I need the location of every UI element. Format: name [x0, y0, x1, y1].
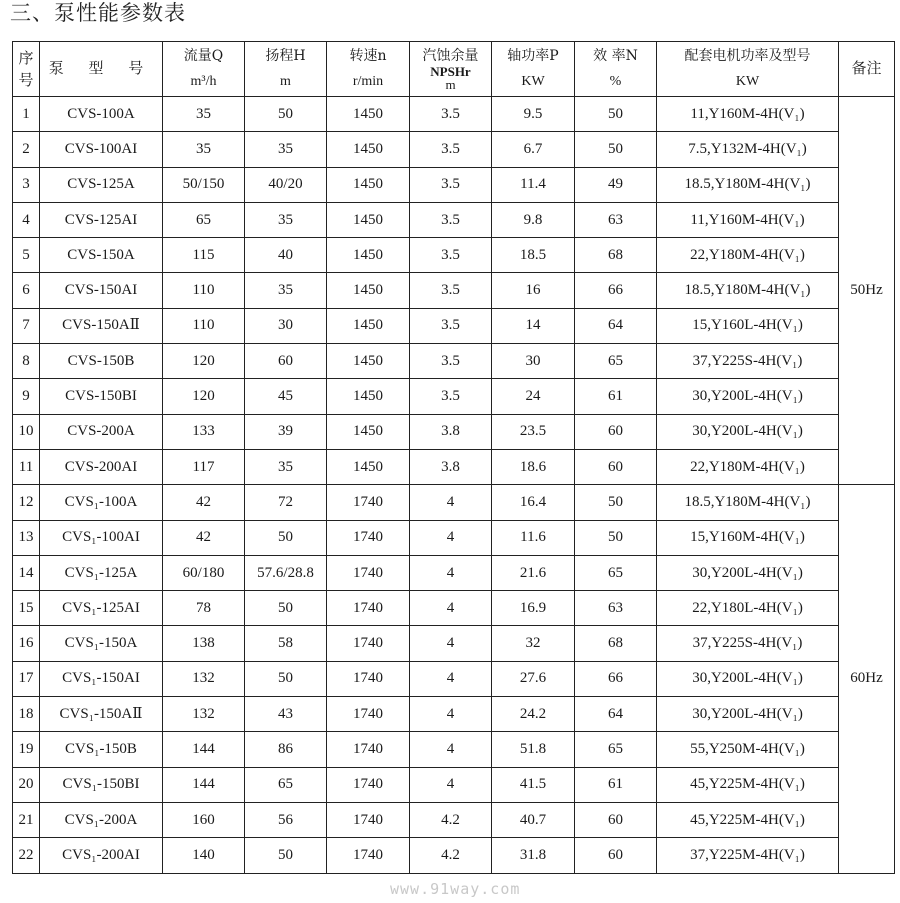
cell-speed: 1740 — [327, 697, 410, 732]
cell-seq: 6 — [13, 273, 40, 308]
cell-head: 60 — [245, 344, 327, 379]
cell-eff: 60 — [575, 838, 657, 873]
cell-npsh: 4 — [410, 697, 492, 732]
cell-speed: 1450 — [327, 308, 410, 343]
cell-motor: 30,Y200L-4H(V₁) — [657, 661, 839, 696]
cell-seq: 7 — [13, 308, 40, 343]
header-npsh-name: 汽蚀余量 — [422, 48, 479, 64]
cell-eff: 50 — [575, 520, 657, 555]
cell-model: CVS-125A — [40, 167, 163, 202]
header-seq-label: 序号 — [18, 49, 34, 89]
cell-motor: 18.5,Y180M-4H(V₁) — [657, 485, 839, 520]
cell-head: 43 — [245, 697, 327, 732]
cell-model: CVS-150AⅡ — [40, 308, 163, 343]
cell-npsh: 4 — [410, 520, 492, 555]
cell-flow: 42 — [163, 520, 245, 555]
cell-flow: 132 — [163, 661, 245, 696]
cell-head: 45 — [245, 379, 327, 414]
cell-motor: 45,Y225M-4H(V₁) — [657, 802, 839, 837]
cell-motor: 18.5,Y180M-4H(V₁) — [657, 273, 839, 308]
header-speed — [327, 42, 410, 97]
cell-power: 16.4 — [492, 485, 575, 520]
cell-head: 50 — [245, 520, 327, 555]
cell-eff: 49 — [575, 167, 657, 202]
header-npsh — [410, 42, 492, 97]
cell-flow: 144 — [163, 767, 245, 802]
cell-model: CVS-150B — [40, 344, 163, 379]
cell-motor: 11,Y160M-4H(V₁) — [657, 97, 839, 132]
cell-seq: 12 — [13, 485, 40, 520]
cell-power: 40.7 — [492, 802, 575, 837]
table-row — [13, 838, 895, 873]
cell-speed: 1450 — [327, 132, 410, 167]
cell-motor: 22,Y180L-4H(V₁) — [657, 591, 839, 626]
table-row — [13, 238, 895, 273]
cell-flow: 60/180 — [163, 555, 245, 590]
cell-model: CVS₁-200AI — [40, 838, 163, 873]
cell-power: 18.6 — [492, 449, 575, 484]
cell-model: CVS-125AI — [40, 202, 163, 237]
table-row — [13, 414, 895, 449]
cell-seq: 1 — [13, 97, 40, 132]
cell-model: CVS-200AI — [40, 449, 163, 484]
cell-model: CVS₁-100AI — [40, 520, 163, 555]
cell-power: 23.5 — [492, 414, 575, 449]
cell-model: CVS-100AI — [40, 132, 163, 167]
cell-head: 50 — [245, 97, 327, 132]
cell-head: 39 — [245, 414, 327, 449]
cell-speed: 1740 — [327, 555, 410, 590]
cell-eff: 65 — [575, 555, 657, 590]
cell-eff: 65 — [575, 732, 657, 767]
cell-model: CVS₁-150B — [40, 732, 163, 767]
cell-motor: 30,Y200L-4H(V₁) — [657, 414, 839, 449]
cell-motor: 18.5,Y180M-4H(V₁) — [657, 167, 839, 202]
header-efficiency-unit: % — [609, 74, 622, 89]
cell-speed: 1450 — [327, 379, 410, 414]
header-head-unit: m — [280, 74, 291, 89]
cell-flow: 35 — [163, 97, 245, 132]
header-head-name: 扬程H — [265, 48, 306, 64]
cell-motor: 55,Y250M-4H(V₁) — [657, 732, 839, 767]
cell-eff: 60 — [575, 802, 657, 837]
header-model-label: 泵 型 号 — [48, 59, 154, 77]
cell-power: 24 — [492, 379, 575, 414]
cell-power: 16.9 — [492, 591, 575, 626]
header-shaft-power — [492, 42, 575, 97]
cell-model: CVS₁-150BI — [40, 767, 163, 802]
table-row — [13, 555, 895, 590]
cell-seq: 10 — [13, 414, 40, 449]
cell-power: 27.6 — [492, 661, 575, 696]
cell-power: 16 — [492, 273, 575, 308]
cell-flow: 160 — [163, 802, 245, 837]
cell-npsh: 3.5 — [410, 167, 492, 202]
table-row — [13, 449, 895, 484]
cell-flow: 115 — [163, 238, 245, 273]
table-row — [13, 308, 895, 343]
cell-eff: 64 — [575, 308, 657, 343]
cell-eff: 63 — [575, 591, 657, 626]
cell-flow: 117 — [163, 449, 245, 484]
header-efficiency-name: 效 率N — [593, 48, 638, 64]
table-row — [13, 132, 895, 167]
cell-motor: 7.5,Y132M-4H(V₁) — [657, 132, 839, 167]
cell-model: CVS₁-200A — [40, 802, 163, 837]
cell-speed: 1740 — [327, 732, 410, 767]
header-row — [13, 42, 895, 97]
header-npsh-unit: m — [445, 77, 456, 92]
cell-head: 65 — [245, 767, 327, 802]
header-shaft-power-unit: KW — [521, 74, 545, 89]
table-body — [13, 97, 895, 874]
cell-seq: 16 — [13, 626, 40, 661]
table-row — [13, 697, 895, 732]
header-flow — [163, 42, 245, 97]
cell-speed: 1740 — [327, 661, 410, 696]
cell-motor: 30,Y200L-4H(V₁) — [657, 697, 839, 732]
cell-seq: 9 — [13, 379, 40, 414]
cell-power: 11.4 — [492, 167, 575, 202]
cell-power: 41.5 — [492, 767, 575, 802]
cell-head: 86 — [245, 732, 327, 767]
cell-head: 56 — [245, 802, 327, 837]
table-row — [13, 202, 895, 237]
cell-npsh: 3.5 — [410, 308, 492, 343]
cell-speed: 1450 — [327, 414, 410, 449]
cell-model: CVS-150A — [40, 238, 163, 273]
cell-seq: 19 — [13, 732, 40, 767]
cell-head: 58 — [245, 626, 327, 661]
header-motor — [657, 42, 839, 97]
pump-performance-table — [12, 41, 895, 874]
cell-power: 9.8 — [492, 202, 575, 237]
header-speed-unit: r/min — [352, 74, 384, 89]
cell-motor: 45,Y225M-4H(V₁) — [657, 767, 839, 802]
cell-motor: 37,Y225S-4H(V₁) — [657, 626, 839, 661]
cell-npsh: 4 — [410, 485, 492, 520]
cell-remark: 60Hz — [839, 485, 895, 873]
cell-eff: 68 — [575, 626, 657, 661]
cell-motor: 11,Y160M-4H(V₁) — [657, 202, 839, 237]
cell-eff: 60 — [575, 449, 657, 484]
cell-model: CVS₁-100A — [40, 485, 163, 520]
cell-eff: 60 — [575, 414, 657, 449]
cell-eff: 61 — [575, 379, 657, 414]
table-row — [13, 802, 895, 837]
cell-motor: 37,Y225S-4H(V₁) — [657, 344, 839, 379]
cell-flow: 65 — [163, 202, 245, 237]
cell-npsh: 3.5 — [410, 238, 492, 273]
cell-speed: 1450 — [327, 202, 410, 237]
cell-power: 18.5 — [492, 238, 575, 273]
cell-npsh: 3.5 — [410, 132, 492, 167]
cell-head: 30 — [245, 308, 327, 343]
cell-eff: 50 — [575, 132, 657, 167]
cell-seq: 13 — [13, 520, 40, 555]
cell-flow: 42 — [163, 485, 245, 520]
cell-speed: 1450 — [327, 344, 410, 379]
cell-motor: 15,Y160L-4H(V₁) — [657, 308, 839, 343]
table-row — [13, 767, 895, 802]
cell-npsh: 4 — [410, 661, 492, 696]
cell-flow: 140 — [163, 838, 245, 873]
cell-seq: 15 — [13, 591, 40, 626]
cell-seq: 17 — [13, 661, 40, 696]
cell-model: CVS-100A — [40, 97, 163, 132]
cell-npsh: 3.5 — [410, 344, 492, 379]
cell-speed: 1450 — [327, 97, 410, 132]
table-row — [13, 591, 895, 626]
cell-flow: 110 — [163, 273, 245, 308]
cell-npsh: 4 — [410, 732, 492, 767]
cell-speed: 1740 — [327, 485, 410, 520]
cell-power: 14 — [492, 308, 575, 343]
cell-npsh: 4 — [410, 626, 492, 661]
cell-flow: 144 — [163, 732, 245, 767]
cell-power: 24.2 — [492, 697, 575, 732]
cell-head: 35 — [245, 273, 327, 308]
cell-npsh: 4 — [410, 767, 492, 802]
cell-speed: 1740 — [327, 626, 410, 661]
header-shaft-power-name: 轴功率P — [507, 48, 559, 64]
cell-seq: 22 — [13, 838, 40, 873]
cell-eff: 65 — [575, 344, 657, 379]
table-row — [13, 379, 895, 414]
cell-flow: 50/150 — [163, 167, 245, 202]
cell-head: 35 — [245, 132, 327, 167]
cell-head: 72 — [245, 485, 327, 520]
table-row — [13, 167, 895, 202]
cell-head: 40 — [245, 238, 327, 273]
cell-motor: 30,Y200L-4H(V₁) — [657, 555, 839, 590]
table-row — [13, 732, 895, 767]
cell-power: 30 — [492, 344, 575, 379]
cell-npsh: 3.5 — [410, 273, 492, 308]
cell-npsh: 3.8 — [410, 414, 492, 449]
cell-speed: 1740 — [327, 591, 410, 626]
cell-speed: 1740 — [327, 520, 410, 555]
table-row — [13, 661, 895, 696]
header-head — [245, 42, 327, 97]
cell-speed: 1740 — [327, 767, 410, 802]
cell-npsh: 3.5 — [410, 202, 492, 237]
table-row — [13, 97, 895, 132]
cell-npsh: 4 — [410, 591, 492, 626]
cell-power: 6.7 — [492, 132, 575, 167]
header-motor-name: 配套电机功率及型号 — [684, 48, 811, 64]
cell-head: 35 — [245, 202, 327, 237]
cell-eff: 64 — [575, 697, 657, 732]
cell-model: CVS-150AI — [40, 273, 163, 308]
cell-flow: 120 — [163, 344, 245, 379]
cell-power: 32 — [492, 626, 575, 661]
cell-seq: 20 — [13, 767, 40, 802]
cell-head: 50 — [245, 661, 327, 696]
cell-seq: 14 — [13, 555, 40, 590]
header-speed-name: 转速n — [349, 48, 387, 64]
cell-model: CVS₁-125AI — [40, 591, 163, 626]
header-npsh-sub: NPSHr — [430, 64, 471, 79]
cell-model: CVS-200A — [40, 414, 163, 449]
cell-speed: 1740 — [327, 838, 410, 873]
cell-seq: 2 — [13, 132, 40, 167]
cell-eff: 68 — [575, 238, 657, 273]
cell-npsh: 4.2 — [410, 838, 492, 873]
cell-model: CVS₁-150A — [40, 626, 163, 661]
cell-flow: 78 — [163, 591, 245, 626]
cell-flow: 133 — [163, 414, 245, 449]
cell-speed: 1450 — [327, 449, 410, 484]
cell-power: 21.6 — [492, 555, 575, 590]
cell-motor: 15,Y160M-4H(V₁) — [657, 520, 839, 555]
cell-model: CVS₁-125A — [40, 555, 163, 590]
cell-speed: 1450 — [327, 238, 410, 273]
cell-eff: 50 — [575, 485, 657, 520]
cell-npsh: 3.8 — [410, 449, 492, 484]
page-title: 三、泵性能参数表 — [10, 1, 186, 25]
cell-seq: 8 — [13, 344, 40, 379]
cell-speed: 1450 — [327, 167, 410, 202]
cell-seq: 5 — [13, 238, 40, 273]
cell-power: 9.5 — [492, 97, 575, 132]
cell-npsh: 3.5 — [410, 379, 492, 414]
cell-head: 57.6/28.8 — [245, 555, 327, 590]
cell-head: 40/20 — [245, 167, 327, 202]
table-row — [13, 626, 895, 661]
cell-npsh: 4 — [410, 555, 492, 590]
cell-head: 50 — [245, 838, 327, 873]
cell-flow: 35 — [163, 132, 245, 167]
cell-seq: 3 — [13, 167, 40, 202]
cell-head: 50 — [245, 591, 327, 626]
cell-seq: 21 — [13, 802, 40, 837]
header-flow-unit: m³/h — [190, 74, 217, 89]
header-remark — [839, 42, 895, 97]
table-row — [13, 344, 895, 379]
table-row — [13, 520, 895, 555]
cell-seq: 4 — [13, 202, 40, 237]
cell-remark: 50Hz — [839, 97, 895, 485]
cell-motor: 37,Y225M-4H(V₁) — [657, 838, 839, 873]
cell-power: 31.8 — [492, 838, 575, 873]
cell-flow: 120 — [163, 379, 245, 414]
cell-eff: 63 — [575, 202, 657, 237]
cell-power: 51.8 — [492, 732, 575, 767]
cell-motor: 22,Y180M-4H(V₁) — [657, 238, 839, 273]
cell-seq: 11 — [13, 449, 40, 484]
header-model — [40, 42, 163, 97]
cell-eff: 66 — [575, 661, 657, 696]
cell-npsh: 4.2 — [410, 802, 492, 837]
header-seq — [13, 42, 40, 97]
cell-power: 11.6 — [492, 520, 575, 555]
header-motor-unit: KW — [735, 74, 760, 89]
watermark: www.91way.com — [390, 880, 521, 898]
cell-motor: 22,Y180M-4H(V₁) — [657, 449, 839, 484]
cell-speed: 1450 — [327, 273, 410, 308]
table-row — [13, 485, 895, 520]
cell-seq: 18 — [13, 697, 40, 732]
cell-flow: 132 — [163, 697, 245, 732]
cell-flow: 110 — [163, 308, 245, 343]
cell-head: 35 — [245, 449, 327, 484]
table-row — [13, 273, 895, 308]
header-remark-label: 备注 — [851, 59, 882, 77]
header-efficiency — [575, 42, 657, 97]
cell-model: CVS-150BI — [40, 379, 163, 414]
cell-flow: 138 — [163, 626, 245, 661]
cell-eff: 50 — [575, 97, 657, 132]
cell-motor: 30,Y200L-4H(V₁) — [657, 379, 839, 414]
cell-model: CVS₁-150AⅡ — [40, 697, 163, 732]
cell-eff: 66 — [575, 273, 657, 308]
cell-model: CVS₁-150AI — [40, 661, 163, 696]
cell-speed: 1740 — [327, 802, 410, 837]
header-flow-name: 流量Q — [183, 48, 224, 64]
cell-npsh: 3.5 — [410, 97, 492, 132]
cell-eff: 61 — [575, 767, 657, 802]
